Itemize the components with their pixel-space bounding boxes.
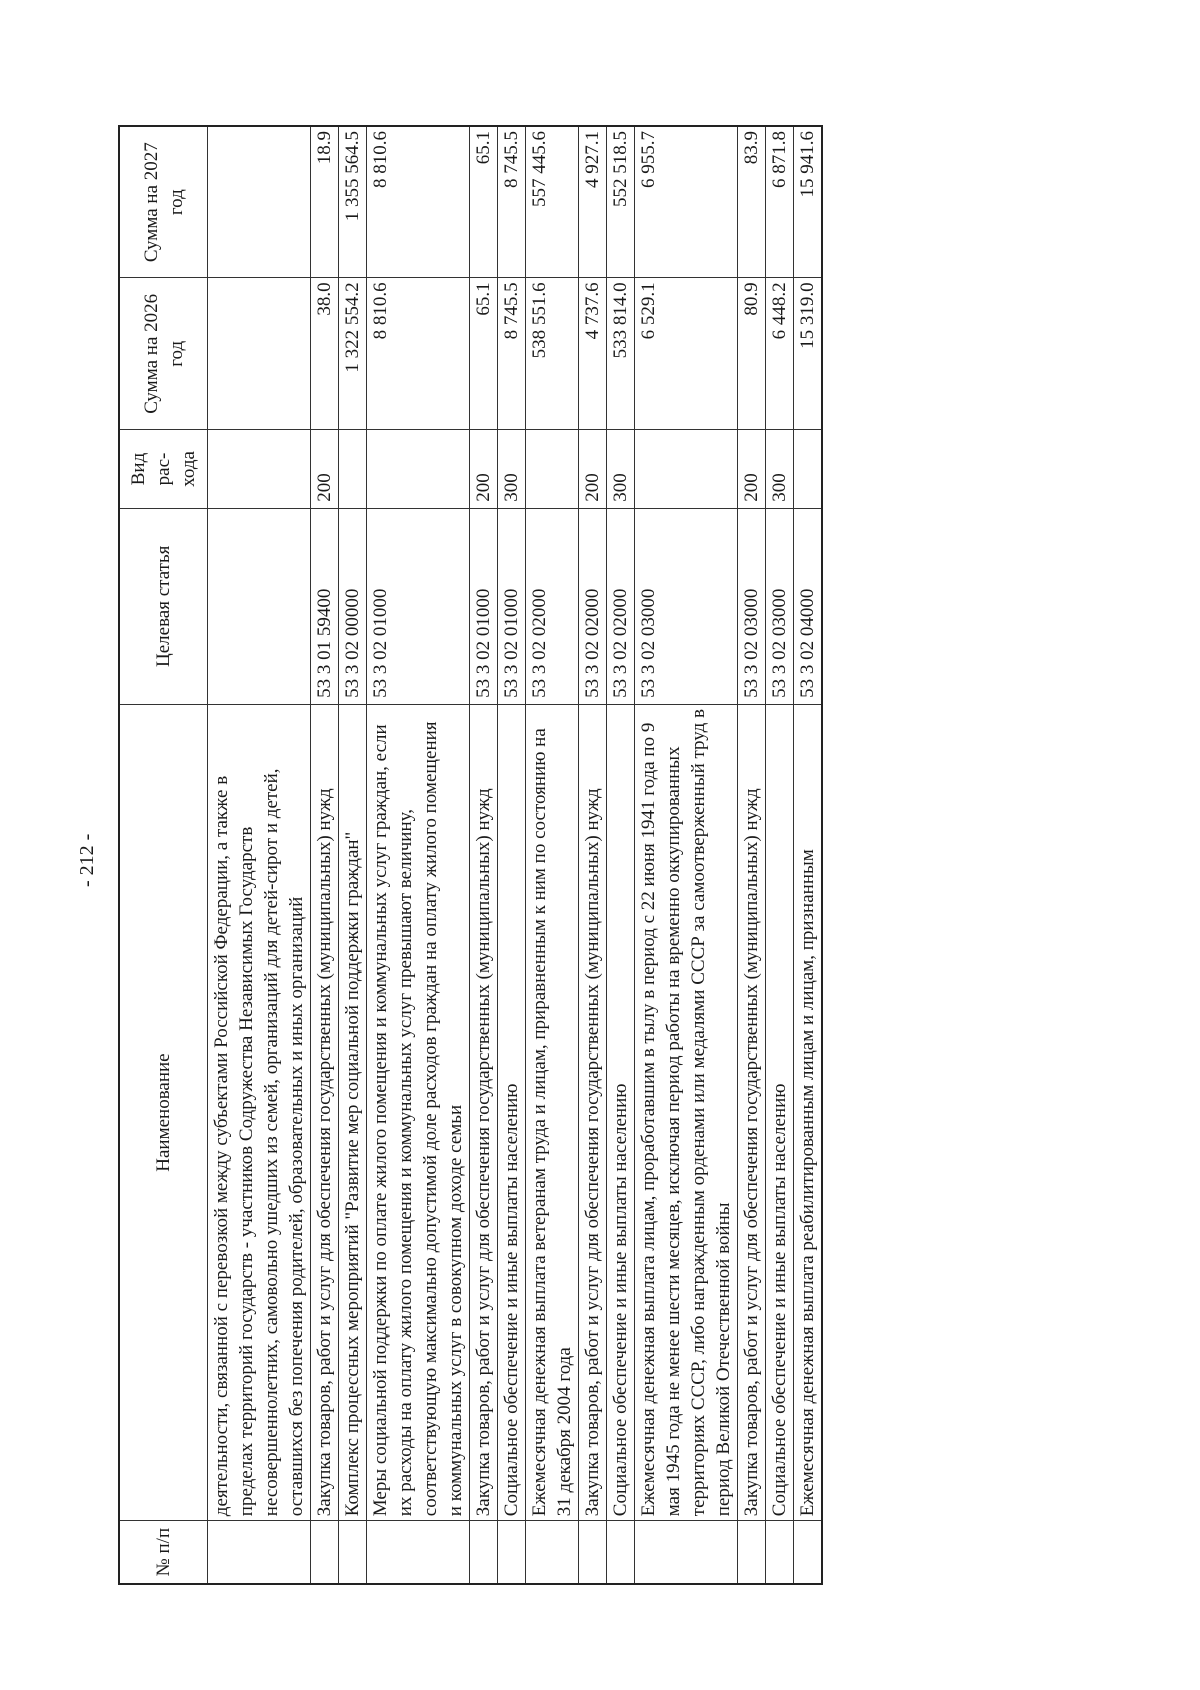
row-target: 53 3 02 03000 [738,508,766,704]
row-kind: 200 [579,430,607,508]
row-target: 53 3 02 02000 [526,508,579,704]
row-kind [526,430,579,508]
row-num [579,1521,607,1584]
table-row [766,126,794,1584]
row-sum-2027: 8 745.5 [498,126,526,278]
row-kind [794,430,823,508]
row-kind [635,430,738,508]
row-num [498,1521,526,1584]
row-name: деятельности, связанной с перевозкой между субъектами Российской Федерации, а также в пределах территорий государств - участников Содружества Независимых Государств несовершеннолетних, самовольно ушедших из семей, организаций для детей-сирот и детей, оставшихся без попечения родителей, образовательных и иных организаций [208,704,311,1520]
row-kind: 200 [470,430,498,508]
table-row [311,126,339,1584]
table-row [607,126,635,1584]
row-target: 53 3 01 59400 [311,508,339,704]
row-target [208,508,311,704]
table-row [794,126,823,1584]
row-name: Ежемесячная денежная выплата лицам, проработавшим в тылу в период с 22 июня 1941 года по 9 мая 1945 года не менее шести месяцев, исключая период работы на временно оккупированных территориях СССР, либо награжденным орденами или медалями СССР за самоотверженный труд в период Великой Отечественной войны [635,704,738,1520]
row-num [339,1521,367,1584]
row-kind [367,430,470,508]
row-sum-2026: 4 737.6 [579,278,607,430]
table-row [635,126,738,1584]
row-num [526,1521,579,1584]
table-row [526,126,579,1584]
row-sum-2026: 1 322 554.2 [339,278,367,430]
row-sum-2027: 83.9 [738,126,766,278]
row-name: Закупка товаров, работ и услуг для обеспечения государственных (муниципальных) нужд [311,704,339,1520]
table-row [367,126,470,1584]
row-sum-2026: 6 529.1 [635,278,738,430]
row-sum-2026 [208,278,311,430]
table-row [339,126,367,1584]
row-num [470,1521,498,1584]
rotated-page [118,125,1053,1585]
row-num [738,1521,766,1584]
row-sum-2027: 1 355 564.5 [339,126,367,278]
row-sum-2026: 15 319.0 [794,278,823,430]
row-sum-2026: 65.1 [470,278,498,430]
row-sum-2027: 15 941.6 [794,126,823,278]
header-sum-2026: Сумма на 2026 год [119,278,208,430]
row-sum-2026: 38.0 [311,278,339,430]
row-sum-2027: 6 955.7 [635,126,738,278]
row-num [367,1521,470,1584]
row-target: 53 3 02 01000 [470,508,498,704]
row-sum-2027: 552 518.5 [607,126,635,278]
row-sum-2027: 6 871.8 [766,126,794,278]
row-num [607,1521,635,1584]
row-name: Закупка товаров, работ и услуг для обеспечения государственных (муниципальных) нужд [470,704,498,1520]
row-name: Закупка товаров, работ и услуг для обеспечения государственных (муниципальных) нужд [579,704,607,1520]
table-header [119,126,208,1584]
row-sum-2027: 4 927.1 [579,126,607,278]
row-target: 53 3 02 02000 [607,508,635,704]
header-kind: Вид рас- хода [119,430,208,508]
row-sum-2027: 65.1 [470,126,498,278]
row-name: Меры социальной поддержки по оплате жилого помещения и коммунальных услуг граждан, если их расходы на оплату жилого помещения и коммунальных услуг превышают величину, соответствующую максимально допустимой доле расходов граждан на оплату жилого помещения и коммунальных услуг в совокупном доходе семьи [367,704,470,1520]
row-sum-2027 [208,126,311,278]
row-sum-2026: 6 448.2 [766,278,794,430]
row-target: 53 3 02 00000 [339,508,367,704]
row-sum-2026: 533 814.0 [607,278,635,430]
row-target: 53 3 02 03000 [766,508,794,704]
table-row [470,126,498,1584]
row-kind: 300 [498,430,526,508]
row-sum-2026: 80.9 [738,278,766,430]
row-num [766,1521,794,1584]
row-sum-2027: 8 810.6 [367,126,470,278]
row-name: Закупка товаров, работ и услуг для обеспечения государственных (муниципальных) нужд [738,704,766,1520]
row-kind [208,430,311,508]
row-kind: 200 [311,430,339,508]
row-target: 53 3 02 01000 [367,508,470,704]
row-sum-2026: 538 551.6 [526,278,579,430]
row-kind [339,430,367,508]
row-num [635,1521,738,1584]
row-name: Ежемесячная денежная выплата ветеранам труда и лицам, приравненным к ним по состоянию на 31 декабря 2004 года [526,704,579,1520]
row-target: 53 3 02 02000 [579,508,607,704]
row-num [794,1521,823,1584]
row-sum-2026: 8 810.6 [367,278,470,430]
row-num [311,1521,339,1584]
row-name: Социальное обеспечение и иные выплаты населению [766,704,794,1520]
table-row [579,126,607,1584]
row-name: Ежемесячная денежная выплата реабилитированным лицам и лицам, признанным [794,704,823,1520]
table-row [208,126,311,1584]
row-sum-2026: 8 745.5 [498,278,526,430]
row-target: 53 3 02 01000 [498,508,526,704]
page-number: - 212 - [76,833,98,887]
header-sum-2027: Сумма на 2027 год [119,126,208,278]
table-row [738,126,766,1584]
row-kind: 200 [738,430,766,508]
header-num: № п/п [119,1521,208,1584]
row-target: 53 3 02 03000 [635,508,738,704]
row-name: Социальное обеспечение и иные выплаты населению [607,704,635,1520]
row-sum-2027: 557 445.6 [526,126,579,278]
header-target: Целевая статья [119,508,208,704]
row-sum-2027: 18.9 [311,126,339,278]
row-name: Социальное обеспечение и иные выплаты населению [498,704,526,1520]
row-num [208,1521,311,1584]
header-name: Наименование [119,704,208,1520]
row-target: 53 3 02 04000 [794,508,823,704]
row-kind: 300 [607,430,635,508]
row-name: Комплекс процессных мероприятий "Развитие мер социальной поддержки граждан" [339,704,367,1520]
table-row [498,126,526,1584]
budget-table [118,125,823,1585]
row-kind: 300 [766,430,794,508]
